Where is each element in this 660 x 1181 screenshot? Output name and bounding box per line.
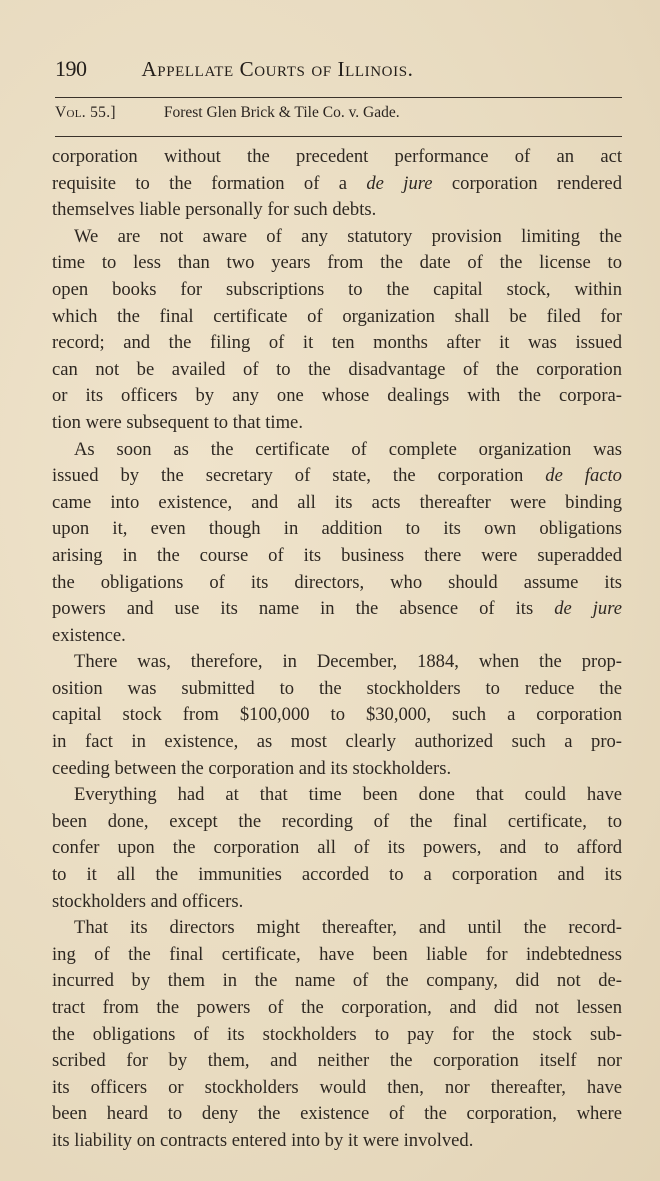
text-line: arising in the course of its business there were superadded [52,544,622,566]
text-line: been heard to deny the existence of the corporation, where [52,1103,622,1125]
text-line: been done, except the recording of the final certificate, to [52,810,622,832]
text-line: themselves liable personally for such debts. [52,199,377,221]
text-line: which the final certificate of organization shall be filed for [52,305,622,327]
text-segment: issued by the secretary of state, the corporation [52,465,546,487]
text-line: incurred by them in the name of the company, did not de- [52,970,622,992]
running-head [55,56,620,82]
journal-title: Appellate Courts of Illinois. [141,57,414,81]
italic-term: de jure [366,172,433,194]
text-line: tract from the powers of the corporation, and did not lessen [52,997,622,1018]
text-line: came into existence, and all its acts thereafter were binding [52,491,622,513]
text-line: or its officers by any one whose dealings with the corpora- [52,385,622,407]
text-line: the obligations of its stockholders to pay for the stock sub- [52,1023,622,1045]
text-segment: requisite to the formation of a [52,172,367,194]
text-line: scribed for by them, and neither the corporation itself nor [52,1050,622,1072]
text-line: stockholders and officers. [52,890,244,912]
text-line [52,596,622,623]
paragraph [52,144,622,224]
paragraph [52,224,622,437]
text-segment: powers and use its name in the absence of its [52,598,555,620]
text-line: upon it, even though in addition to its own obligations [52,518,622,540]
italic-term: de facto [545,465,622,487]
body-text [52,144,622,1155]
text-line: There was, therefore, in December, 1884, when the prop- [74,651,622,673]
text-line: We are not aware of any statutory provision limiting the [74,225,622,247]
text-line: As soon as the certificate of complete organization was [74,438,622,460]
text-line: open books for subscriptions to the capital stock, within [52,278,622,300]
text-line: its liability on contracts entered into by it were involved. [52,1129,474,1151]
text-line: time to less than two years from the date of the license to [52,252,622,274]
text-line: Everything had at that time been done that could have [74,784,622,806]
text-line: existence. [52,624,126,646]
header-rule-bottom [55,136,622,137]
text-line: tion were subsequent to that time. [52,411,303,433]
text-line: ing of the final certificate, have been liable for indebtedness [52,943,622,965]
text-line: ceeding between the corporation and its stockholders. [52,757,452,779]
header-rule-top [55,97,622,98]
text-line: corporation without the precedent performance of an act [52,146,622,167]
text-line: record; and the filing of it ten months after it was issued [52,332,622,354]
text-line: can not be availed of to the disadvantage of the corporation [52,358,622,380]
case-subheader [55,104,620,122]
paragraph [52,649,622,782]
text-segment: corporation rendered [432,172,622,194]
paragraph [52,782,622,915]
text-line: to it all the immunities accorded to a corporation and its [52,864,622,886]
text-line: in fact in existence, as most clearly authorized such a pro- [52,731,622,753]
case-name: Forest Glen Brick & Tile Co. v. Gade. [163,104,400,121]
text-line: its officers or stockholders would then, nor thereafter, have [52,1076,622,1098]
text-line: capital stock from $100,000 to $30,000, such a corporation [52,704,622,726]
text-line: osition was submitted to the stockholders to reduce the [52,677,622,699]
text-line: That its directors might thereafter, and until the record- [74,917,622,939]
paragraph [52,915,622,1154]
text-line: confer upon the corporation all of its powers, and to afford [52,837,622,859]
text-line: the obligations of its directors, who should assume its [52,571,622,593]
paragraph [52,437,622,650]
text-line [52,171,622,198]
volume-label: Vol. 55.] [55,104,116,121]
text-line [52,463,622,490]
italic-term: de jure [554,598,622,620]
page-number: 190 [55,56,87,81]
